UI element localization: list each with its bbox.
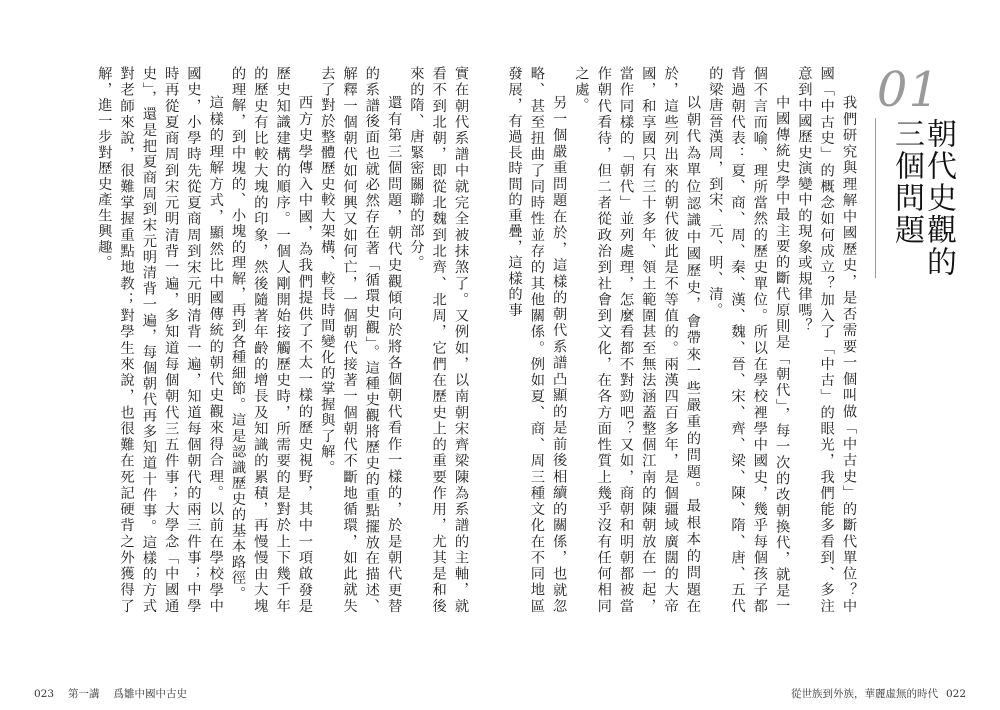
chapter-number: 01: [876, 62, 940, 118]
right-footer-title: 從世族到外族，華麗虛無的時代: [790, 688, 938, 700]
right-paragraph-3: 以朝代為單位認識中國歷史，會帶來一些嚴重的問題。最根本的問題在於，這些列出來的朝代彼此是不等值的。兩漢四百多年，是個疆域廣闊的大帝國，和享國只有三十多年、領土範圍甚至無法涵蓋整個江南的陳朝放在一起，當作同樣的「朝代」並列處理，怎麼看都不對勁吧？又如，商朝和明朝都被當作朝代看待，但二者從政治到社會到文化，在各方面性質上幾乎沒有任何相同之處。: [573, 66, 701, 614]
left-footer-lecture: 第一講: [68, 688, 100, 700]
right-paragraph-1: 我們研究與理解中國歷史，是否需要一個叫做「中古史」的斷代單位？中國「中古史」的概念如何成立？加入了「中古」的眼光，我們能多看到、多注意到中國歷史演變中的現象或規律嗎？: [796, 66, 857, 614]
right-footer: [783, 686, 966, 701]
chapter-title: 朝代史觀的三個問題: [889, 118, 956, 278]
left-page-number: 023: [34, 688, 55, 700]
left-paragraph-4: 這樣的理解方式，顯然比中國傳統的朝代史觀來得合理。以前在學校學中國史，小學時先從夏商周到宋元明清背一遍，知道每個朝代的兩三件事；中學時再從夏商周到宋元明清背一遍，多知道每個朝代三五件事；大學念「中國通史」，還是把夏商周到宋元明清背一遍，每個朝代再多知道十件事。這樣的方式對老師來說，很難掌握重點地教；對學生來說，也很難在死記硬背之外獲得了解，進一步對歷史產生興趣。: [96, 66, 224, 614]
right-paragraph-2: 中國傳統史學中最主要的斷代原則是「朝代」，每一次的改朝換代，就是一個不言而喻、理所當然的歷史單位。所以在學校裡學中國史，幾乎每個孩子都背過朝代表：夏、商、周、秦、漢、魏、晉、宋、齊、梁、陳、隋、唐、五代的梁唐晉漢周，到宋、元、明、清。: [707, 66, 791, 614]
left-body-text: [96, 66, 472, 614]
left-paragraph-3: 西方史學傳入中國，為我們提供了不太一樣的歷史視野，其中一項啟發是歷史知識建構的順序。一個人剛開始接觸歷史時，所需要的是對於上下幾千年的歷史有比較大塊的印象，然後隨著年齡的增長及知識的累積，再慢慢由大塊的理解，到中塊的、小塊的理解，再到各種細節。這是認識歷史的基本路徑。: [230, 66, 313, 614]
left-footer: [34, 686, 201, 701]
chapter-heading: [862, 62, 958, 286]
right-page: [500, 0, 1000, 710]
left-paragraph-1: 實在朝代系譜中就完全被抹煞了。又例如，以南朝宋齊梁陳為系譜的主軸，就看不到北朝，即從北魏到北齊、北周，它們在歷史上的重要作用，尤其是和後來的隋、唐緊密關聯的部分。: [408, 66, 469, 614]
left-paragraph-2: 還有第三個問題，朝代史觀傾向於將各個朝代看作一樣的，於是朝代更替的系譜後面也就必然存在著「循環史觀」。這種史觀將歷史的重點擺放在描述、解釋一個朝代如何興又如何亡，一個朝代接著一個朝代不斷地循環，如此就失去了對於整體歷史較大架構、較長時間變化的掌握與了解。: [319, 66, 403, 614]
left-footer-title: 爲雛中國中古史: [113, 688, 188, 700]
chapter-divider: [875, 118, 876, 278]
right-paragraph-4: 另一個嚴重問題在於，這樣的朝代系譜凸顯的是前後相續的關係，也就忽略、甚至扭曲了同時性並存的其他關係。例如夏、商、周三種文化在不同地區發展，有過長時間的重疊，這樣的事: [506, 66, 568, 614]
right-page-number: 022: [945, 688, 966, 700]
right-body-text: [506, 66, 860, 614]
